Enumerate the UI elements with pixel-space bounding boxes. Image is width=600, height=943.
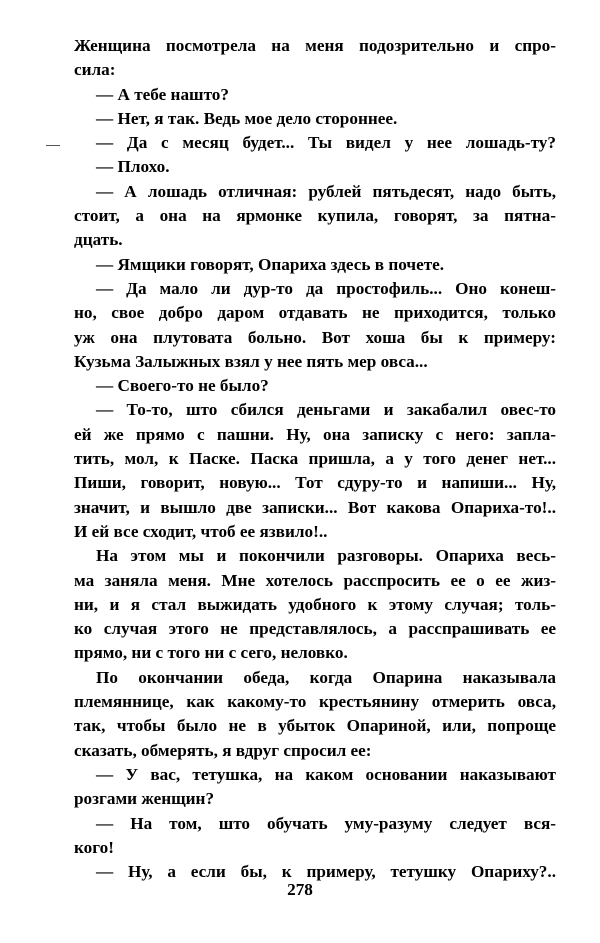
text-line: — Ямщики говорят, Опариха здесь в почете. — [96, 254, 445, 274]
text-line: кого! — [74, 837, 114, 857]
text-line: — У вас, тетушка, на каком основании наказывают — [96, 764, 556, 784]
text-line: ко случая этого не представлялось, а расспрашивать ее — [74, 619, 556, 639]
text-line: сила: — [74, 60, 116, 80]
text-line: — Да с месяц будет... Ты видел у нее лошадь-ту? — [96, 133, 556, 153]
text-line: но, свое добро даром отдавать не приходится, только — [74, 303, 556, 323]
text-line: значит, и вышло две записки... Вот какова Опариха-то!.. — [74, 497, 556, 517]
text-line: стоит, а она на ярмонке купила, говорят, за пятна- — [74, 206, 556, 226]
text-line: Кузьма Залыжных взял у нее пять мер овса... — [74, 351, 428, 371]
text-line: — На том, што обучать уму-разуму следует вся- — [96, 813, 556, 833]
text-line: сказать, обмерять, я вдруг спросил ее: — [74, 740, 372, 760]
text-line: — А лошадь отличная: рублей пятьдесят, надо быть, — [96, 181, 556, 201]
text-line: прямо, ни с того ни с сего, неловко. — [74, 643, 348, 663]
text-line: — Нет, я так. Ведь мое дело стороннее. — [96, 108, 398, 128]
text-line: — То-то, што сбился деньгами и закабалил овес-то — [96, 400, 556, 420]
text-line: уж она плутовата больно. Вот хоша бы к примеру: — [74, 327, 556, 347]
text-line: Женщина посмотрела на меня подозрительно и спро- — [74, 36, 556, 55]
text-line: По окончании обеда, когда Опарина наказывала — [96, 667, 556, 687]
text-line: племяннице, как какому-то крестьянину отмерить овса, — [74, 692, 556, 712]
text-line: тить, мол, к Паске. Паска пришла, а у того денег нет... — [74, 449, 556, 469]
text-line: — Своего-то не было? — [96, 376, 269, 396]
text-line: На этом мы и покончили разговоры. Опариха весь- — [96, 546, 556, 566]
text-line: И ей все сходит, чтоб ее язвило!.. — [74, 521, 328, 541]
text-line: Пиши, говорит, новую... Тот сдуру-то и напиши... Ну, — [74, 473, 556, 493]
text-line: — Плохо. — [96, 157, 170, 177]
text-line: ма заняла меня. Мне хотелось расспросить ее о ее жиз- — [74, 570, 556, 590]
text-line: ни, и я стал выжидать удобного к этому случая; толь- — [74, 594, 556, 614]
text-line: — А тебе нашто? — [96, 84, 229, 104]
margin-mark — [46, 145, 60, 146]
text-line: так, чтобы было не в убыток Опариной, или, попроще — [74, 716, 556, 736]
page-number: 278 — [287, 880, 313, 899]
text-line: дцать. — [74, 230, 123, 250]
text-line: — Ну, а если бы, к примеру, тетушку Опариху?.. — [96, 862, 556, 882]
page-body — [74, 34, 556, 884]
text-line: — Да мало ли дур-то да простофиль... Оно конеш- — [96, 278, 556, 298]
text-line: ей же прямо с пашни. Ну, она записку с него: запла- — [74, 424, 556, 444]
text-line: розгами женщин? — [74, 789, 215, 809]
